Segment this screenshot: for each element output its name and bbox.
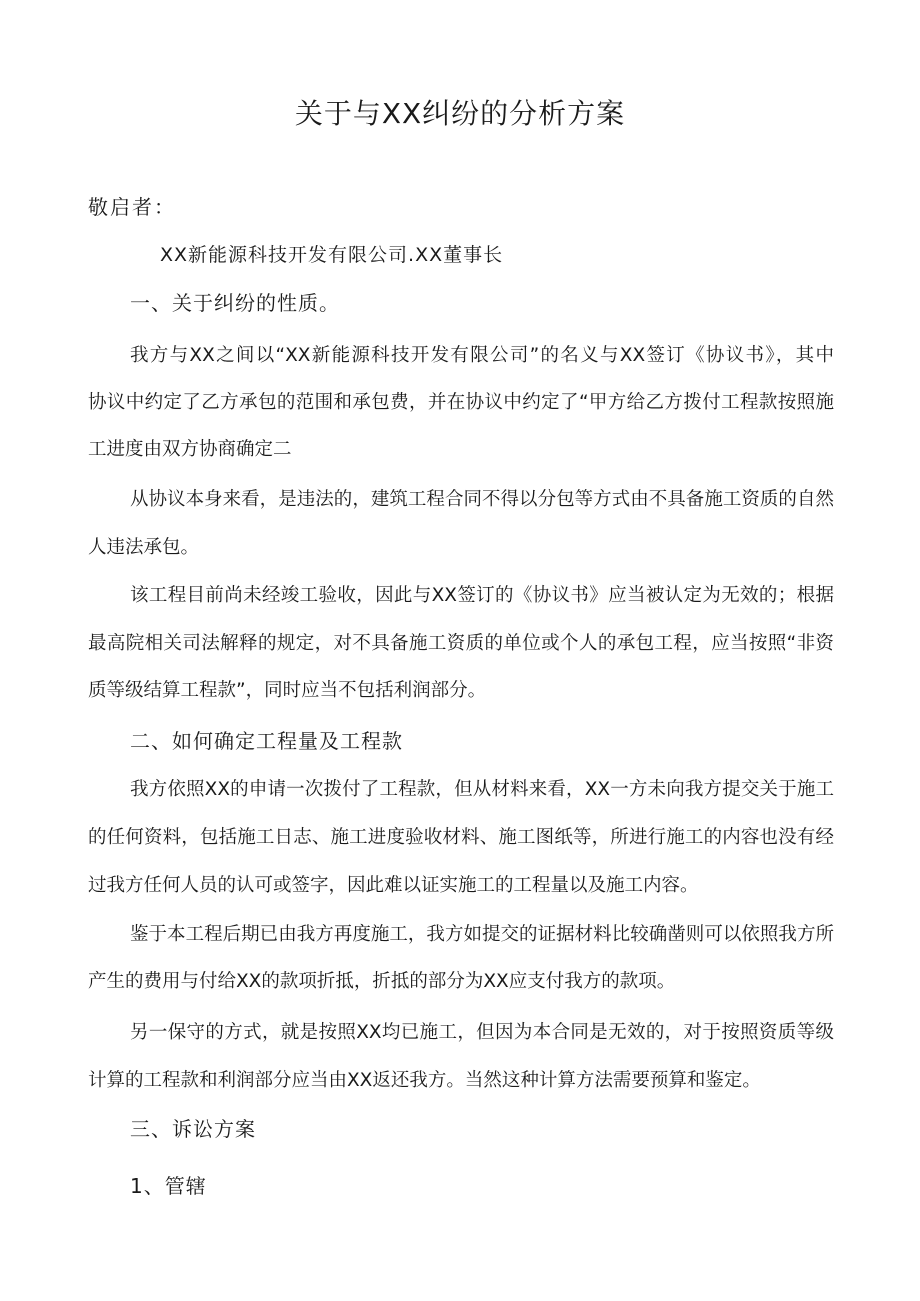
addressee: XX新能源科技开发有限公司.XX董事长 <box>160 244 504 266</box>
paragraph-5-line-1: 鉴于本工程后期已由我方再度施工，我方如提交的证据材料比较确凿则可以依照我方所 <box>130 924 834 945</box>
document-title: 关于与XX纠纷的分析方案 <box>294 97 626 130</box>
paragraph-3-line-1: 该工程目前尚未经竣工验收，因此与XX签订的《协议书》应当被认定为无效的；根据 <box>130 585 834 606</box>
paragraph-3-line-3: 质等级结算工程款”，同时应当不包括利润部分。 <box>88 680 487 701</box>
paragraph-3-line-2: 最高院相关司法解释的规定，对不具备施工资质的单位或个人的承包工程，应当按照“非资 <box>88 633 834 654</box>
paragraph-4-line-3: 过我方任何人员的认可或签字，因此难以证实施工的工程量以及施工内容。 <box>88 875 699 896</box>
paragraph-4-line-2: 的任何资料，包括施工日志、施工进度验收材料、施工图纸等，所进行施工的内容也没有经 <box>88 827 834 848</box>
subsection-1-heading: 1、管辖 <box>130 1174 207 1198</box>
paragraph-2-line-2: 人违法承包。 <box>88 537 200 558</box>
paragraph-2-line-1: 从协议本身来看，是违法的，建筑工程合同不得以分包等方式由不具备施工资质的自然 <box>130 489 834 510</box>
paragraph-6-line-2: 计算的工程款和利润部分应当由XX返还我方。当然这种计算方法需要预算和鉴定。 <box>88 1070 761 1091</box>
section-3-heading: 三、诉讼方案 <box>130 1117 256 1141</box>
paragraph-4-line-1: 我方依照XX的申请一次拨付了工程款，但从材料来看，XX一方未向我方提交关于施工 <box>130 779 834 800</box>
paragraph-6-line-1: 另一保守的方式，就是按照XX均已施工，但因为本合同是无效的，对于按照资质等级 <box>130 1022 834 1043</box>
paragraph-1-line-2: 协议中约定了乙方承包的范围和承包费，并在协议中约定了“甲方给乙方拨付工程款按照施 <box>88 392 834 413</box>
paragraph-1-line-3: 工进度由双方协商确定二 <box>88 439 292 460</box>
salutation: 敬启者： <box>88 195 176 219</box>
paragraph-1-line-1: 我方与XX之间以“XX新能源科技开发有限公司”的名义与XX签订《协议书》，其中 <box>130 345 834 366</box>
paragraph-5-line-2: 产生的费用与付给XX的款项折抵，折抵的部分为XX应支付我方的款项。 <box>88 971 676 992</box>
section-1-heading: 一、关于纠纷的性质。 <box>130 291 340 315</box>
section-2-heading: 二、如何确定工程量及工程款 <box>130 729 403 753</box>
